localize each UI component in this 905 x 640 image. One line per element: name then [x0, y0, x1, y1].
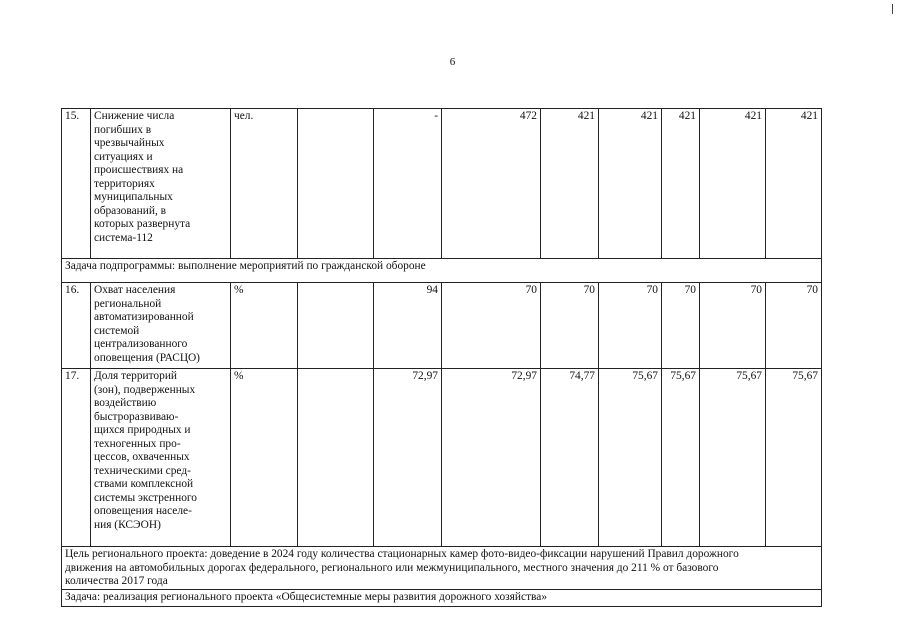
indicator-name-line: техническими сред-: [94, 464, 191, 477]
unit-cell: чел.: [231, 109, 298, 259]
indicator-name-line: которых развернута: [94, 218, 191, 230]
section-text: [62, 259, 822, 283]
table-row: [62, 109, 822, 259]
unit-cell: %: [231, 283, 298, 369]
indicator-name-line: щихся природных и: [94, 424, 191, 436]
indicator-name-line: Доля территорий: [94, 370, 178, 382]
value-cell: 421: [700, 109, 766, 259]
value-cell: 75,67: [766, 369, 822, 547]
row-number: 17.: [62, 369, 91, 547]
value-cell: 421: [599, 109, 662, 259]
value-cell: 421: [541, 109, 599, 259]
value-cell: [298, 283, 374, 369]
table-row: [62, 369, 822, 547]
section-row: [62, 259, 822, 283]
section-row: [62, 547, 822, 590]
value-cell: 70: [599, 283, 662, 369]
indicators-table: [61, 108, 822, 607]
indicator-name-line: ситуациях и: [94, 150, 153, 163]
section-text-line: Задача подпрограммы: выполнение мероприятий по гражданской обороне: [65, 260, 426, 272]
row-number: 15.: [62, 109, 91, 259]
value-cell: [298, 369, 374, 547]
indicator-name-line: региональной: [94, 297, 162, 310]
section-text-line: Цель регионального проекта: доведение в 2024 году количества стационарных камер фото-видео-фиксации нарушений Правил дорожного: [65, 548, 739, 560]
indicator-name: [91, 109, 231, 259]
value-cell: 70: [662, 283, 700, 369]
indicator-name-line: системой: [94, 324, 140, 337]
value-cell: 75,67: [599, 369, 662, 547]
indicator-name-line: быстроразвиваю-: [94, 410, 179, 423]
indicator-name-line: централизованного: [94, 338, 188, 350]
indicator-name-line: техногенных про-: [94, 437, 181, 450]
indicator-name-line: территориях: [94, 177, 155, 190]
indicator-name-line: Охват населения: [94, 284, 176, 296]
table-row: [62, 283, 822, 369]
value-cell: 72,97: [442, 369, 541, 547]
section-text: [62, 547, 822, 590]
scan-mark: [892, 4, 893, 14]
indicator-name-line: муниципальных: [94, 191, 173, 203]
section-text-line: количества 2017 года: [65, 575, 168, 587]
indicator-name-line: погибших в: [94, 123, 152, 136]
indicator-name-line: система-112: [94, 231, 153, 244]
indicator-name-line: оповещения населе-: [94, 505, 192, 517]
value-cell: 421: [662, 109, 700, 259]
indicator-name-line: оповещения (РАСЦО): [94, 351, 200, 364]
indicator-name-line: чрезвычайных: [94, 137, 165, 149]
indicator-name: [91, 283, 231, 369]
value-cell: 70: [700, 283, 766, 369]
value-cell: 70: [766, 283, 822, 369]
value-cell: 70: [541, 283, 599, 369]
indicator-name-line: воздействию: [94, 397, 157, 409]
value-cell: 70: [442, 283, 541, 369]
indicator-name-line: системы экстренного: [94, 491, 197, 504]
value-cell: 421: [766, 109, 822, 259]
table-body: [62, 109, 822, 607]
value-cell: 74,77: [541, 369, 599, 547]
indicator-name-line: ния (КСЭОН): [94, 518, 161, 531]
value-cell: 72,97: [374, 369, 442, 547]
indicator-name-line: происшествиях на: [94, 164, 184, 176]
indicator-name: [91, 369, 231, 547]
section-text-line: Задача: реализация регионального проекта «Общесистемные меры развития дорожного хозяйства»: [65, 591, 548, 603]
value-cell: 75,67: [700, 369, 766, 547]
indicator-name-line: автоматизированной: [94, 311, 194, 323]
value-cell: [298, 109, 374, 259]
indicator-name-line: образований, в: [94, 204, 167, 217]
value-cell: 94: [374, 283, 442, 369]
row-number: 16.: [62, 283, 91, 369]
indicator-name-line: Снижение числа: [94, 110, 175, 122]
unit-cell: %: [231, 369, 298, 547]
section-text: [62, 590, 822, 607]
value-cell: -: [374, 109, 442, 259]
indicator-name-line: цессов, охваченных: [94, 451, 190, 463]
section-row: [62, 590, 822, 607]
section-text-line: движения на автомобильных дорогах федерального, регионального или межмуниципального, местного значения до 211 % от базового: [65, 561, 719, 574]
page-number: 6: [449, 56, 456, 68]
indicator-name-line: ствами комплексной: [94, 478, 194, 490]
indicator-name-line: (зон), подверженных: [94, 383, 196, 396]
value-cell: 75,67: [662, 369, 700, 547]
value-cell: 472: [442, 109, 541, 259]
